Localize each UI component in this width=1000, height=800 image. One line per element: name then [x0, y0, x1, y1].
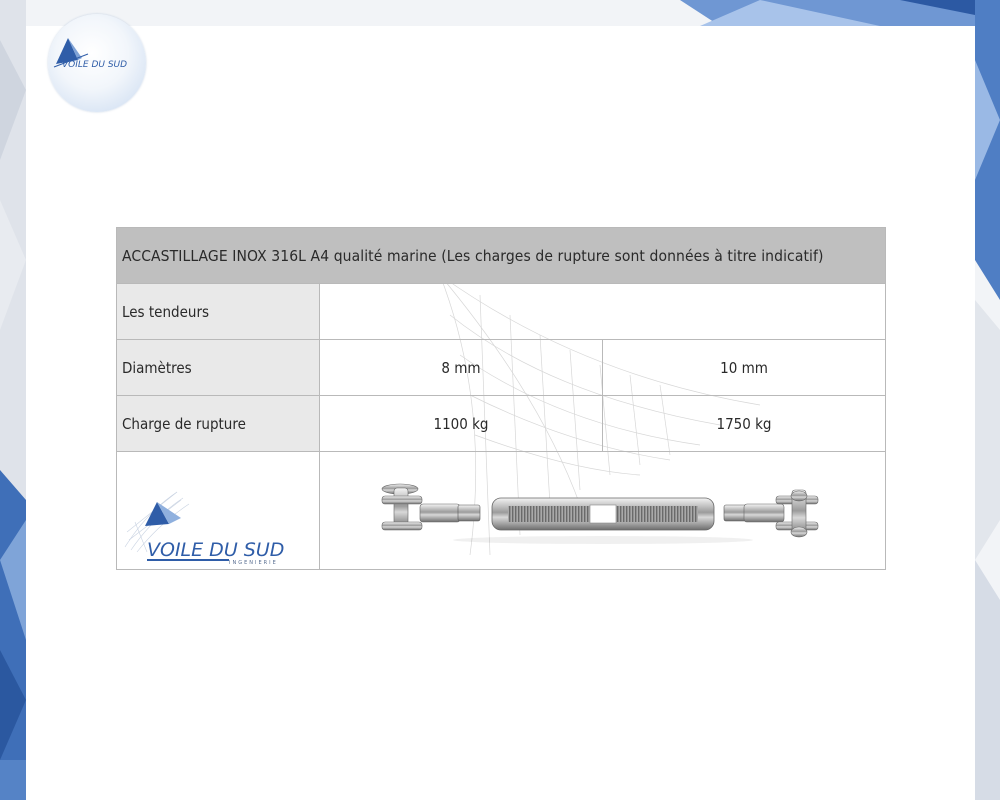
sail-logo-icon: [48, 14, 146, 112]
empty-cell: [320, 284, 886, 340]
load-8mm: 1100 kg: [320, 396, 603, 452]
diameter-8mm: 8 mm: [320, 340, 603, 396]
turnbuckle-image: [320, 452, 886, 565]
load-10mm: 1750 kg: [603, 396, 886, 452]
table-logo-subtext: INGENIERIE: [229, 560, 278, 565]
brand-logo: [117, 452, 320, 565]
corner-brand-logo: [48, 14, 146, 112]
diameter-10mm: 10 mm: [603, 340, 886, 396]
spec-table: [116, 227, 886, 570]
row-label-diametres: Diamètres: [117, 340, 320, 396]
table-row: [117, 284, 886, 340]
table-logo-text: VOILE DU SUD: [147, 539, 285, 561]
row-label-charge: Charge de rupture: [117, 396, 320, 452]
product-image-cell: [320, 452, 886, 570]
corner-logo-text: VOILE DU SUD: [62, 60, 128, 70]
table-row: [117, 396, 886, 452]
table-row: [117, 340, 886, 396]
row-label-tendeurs: Les tendeurs: [117, 284, 320, 340]
table-logo-cell: [117, 452, 320, 570]
table-title: ACCASTILLAGE INOX 316L A4 qualité marine (Les charges de rupture sont données à titre indicatif): [117, 228, 886, 284]
table-row: [117, 452, 886, 570]
